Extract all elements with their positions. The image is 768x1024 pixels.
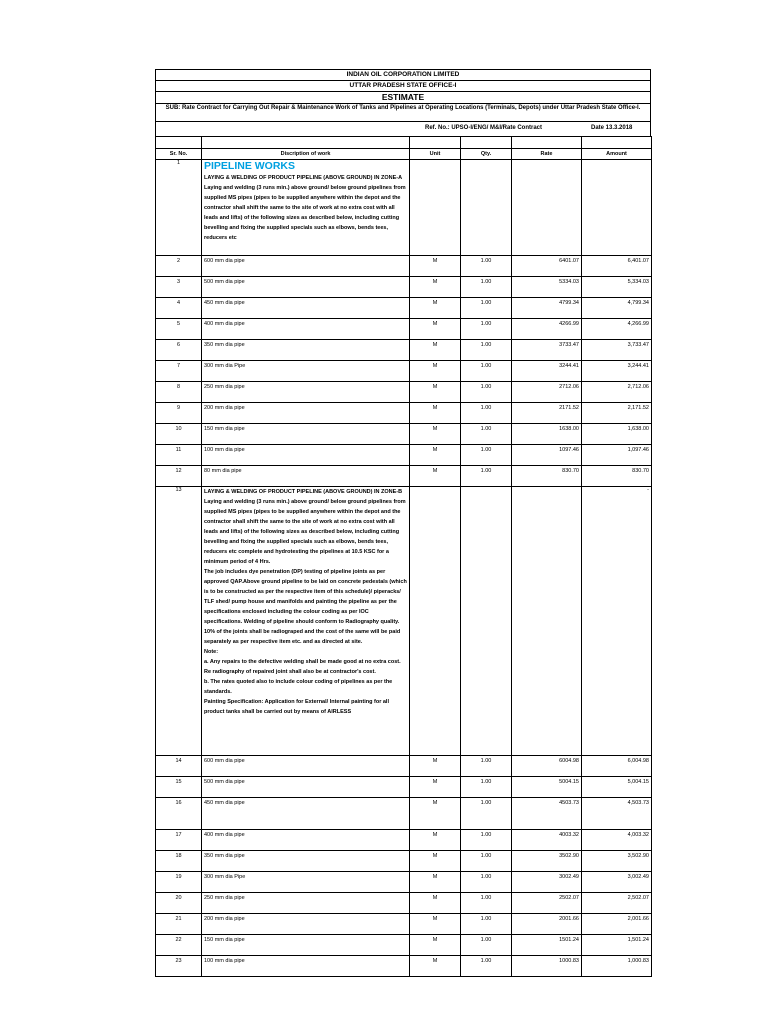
row-rate: 4503.73 [512,798,582,830]
empty-cell [461,487,512,756]
row-description: 450 mm dia pipe [202,298,410,319]
row-rate: 2001.66 [512,914,582,935]
row-unit: M [410,872,461,893]
row-description: 600 mm dia pipe [202,756,410,777]
row-sr: 18 [156,851,202,872]
row-sr: 20 [156,893,202,914]
row-sr: 11 [156,445,202,466]
row-unit: M [410,893,461,914]
row-sr: 3 [156,277,202,298]
row-amount: 3,002.49 [582,872,652,893]
row-qty: 1.00 [461,340,512,361]
row-amount: 2,171.52 [582,403,652,424]
table-row [156,914,652,935]
col-header-sr: Sr. No. [156,149,202,160]
subject-line: SUB: Rate Contract for Carrying Out Repair & Maintenance Work of Tanks and Pipelines at Operating Locations (Terminals, Depots) under Uttar Pradesh State Office-I. [155,103,651,121]
intro-desc-cell [202,160,410,256]
row-description: 200 mm dia pipe [202,403,410,424]
row-qty: 1.00 [461,466,512,487]
row-rate: 2712.06 [512,382,582,403]
table-row [156,872,652,893]
row-sr: 14 [156,756,202,777]
row-sr: 9 [156,403,202,424]
row-sr: 15 [156,777,202,798]
row-unit: M [410,298,461,319]
row-amount: 5,004.15 [582,777,652,798]
row-sr: 12 [156,466,202,487]
row-sr: 16 [156,798,202,830]
col-header-desc: Discription of work [202,149,410,160]
row-unit: M [410,277,461,298]
table-row [156,361,652,382]
row-qty: 1.00 [461,445,512,466]
row-amount: 3,502.90 [582,851,652,872]
row-qty: 1.00 [461,830,512,851]
reference-number: Ref. No.: UPSO-I/ENG/ M&I/Rate Contract [425,125,543,131]
row-sr: 19 [156,872,202,893]
document-title: ESTIMATE [155,91,651,103]
row-rate: 1501.24 [512,935,582,956]
row-qty: 1.00 [461,798,512,830]
row-sr: 17 [156,830,202,851]
row-sr: 23 [156,956,202,977]
intro-amount [582,160,652,256]
row-sr: 21 [156,914,202,935]
table-row [156,445,652,466]
col-header-amount: Amount [582,149,652,160]
row-qty: 1.00 [461,403,512,424]
row-description: 80 mm dia pipe [202,466,410,487]
table-row [156,935,652,956]
row-description: 300 mm dia Pipe [202,872,410,893]
row-description: 150 mm dia pipe [202,935,410,956]
empty-cell [410,487,461,756]
row-qty: 1.00 [461,893,512,914]
row-qty: 1.00 [461,956,512,977]
row-amount: 830.70 [582,466,652,487]
blank-header-row [156,137,652,149]
table-row [156,319,652,340]
row-rate: 3733.47 [512,340,582,361]
row-description: 600 mm dia pipe [202,256,410,277]
row-amount: 1,000.83 [582,956,652,977]
row-unit: M [410,935,461,956]
row-amount: 4,266.99 [582,319,652,340]
table-row [156,851,652,872]
row-unit: M [410,340,461,361]
intro-sr: 13 [156,487,202,756]
row-sr: 2 [156,256,202,277]
empty-cell [512,487,582,756]
office-name: UTTAR PRADESH STATE OFFICE-I [155,80,651,91]
row-sr: 10 [156,424,202,445]
row-rate: 6004.98 [512,756,582,777]
row-description: 400 mm dia pipe [202,830,410,851]
row-amount: 1,638.00 [582,424,652,445]
row-description: 500 mm dia pipe [202,777,410,798]
row-unit: M [410,798,461,830]
row-rate: 4266.99 [512,319,582,340]
column-header-row [156,149,652,160]
row-rate: 5334.03 [512,277,582,298]
row-unit: M [410,382,461,403]
row-qty: 1.00 [461,319,512,340]
row-qty: 1.00 [461,382,512,403]
row-rate: 2502.07 [512,893,582,914]
row-qty: 1.00 [461,777,512,798]
row-description: 300 mm dia Pipe [202,361,410,382]
row-qty: 1.00 [461,756,512,777]
row-amount: 4,003.32 [582,830,652,851]
row-description: 450 mm dia pipe [202,798,410,830]
col-header-rate: Rate [512,149,582,160]
table-row [156,403,652,424]
row-rate: 1000.83 [512,956,582,977]
table-row [156,798,652,830]
table-row [156,466,652,487]
table-row [156,756,652,777]
row-qty: 1.00 [461,935,512,956]
row-rate: 2171.52 [512,403,582,424]
row-amount: 3,244.41 [582,361,652,382]
row-description: 250 mm dia pipe [202,382,410,403]
table-row [156,424,652,445]
row-unit: M [410,403,461,424]
row-rate: 5004.15 [512,777,582,798]
row-description: 100 mm dia pipe [202,956,410,977]
table-row [156,277,652,298]
zone-a-intro-row [156,160,652,256]
row-sr: 5 [156,319,202,340]
row-unit: M [410,914,461,935]
row-rate: 3244.41 [512,361,582,382]
col-header-qty: Qty. [461,149,512,160]
zone-a-description: LAYING & WELDING OF PRODUCT PIPELINE (ABOVE GROUND) IN ZONE-A Laying and welding (3 runs min.) above ground/ below ground pipelines from supplied MS pipes (pipes to be supplied anywhere within the depot and the contractor shall shift the same to the site of work at no extra cost with all leads and lifts) of the following sizes as described below, including cutting bevelling and fixing the supplied specials such as elbows, bends tees, reducers etc [204,175,406,241]
row-description: 350 mm dia pipe [202,340,410,361]
row-unit: M [410,851,461,872]
row-qty: 1.00 [461,851,512,872]
zone-b-intro-row [156,487,652,756]
row-sr: 7 [156,361,202,382]
table-row [156,298,652,319]
row-description: 350 mm dia pipe [202,851,410,872]
row-amount: 6,004.98 [582,756,652,777]
row-rate: 3502.90 [512,851,582,872]
row-amount: 2,712.06 [582,382,652,403]
row-description: 150 mm dia pipe [202,424,410,445]
row-rate: 1638.00 [512,424,582,445]
row-rate: 4799.34 [512,298,582,319]
row-rate: 830.70 [512,466,582,487]
company-name: INDIAN OIL CORPORATION LIMITED [155,69,651,80]
row-amount: 1,097.46 [582,445,652,466]
zone-b-description: LAYING & WELDING OF PRODUCT PIPELINE (ABOVE GROUND) IN ZONE-B Laying and welding (3 runs min.) above ground/ below ground pipelines from supplied MS pipes (pipes to be supplied anywhere within the depot and the contractor shall shift the same to the site of work at no extra cost with all leads and lifts) of the following sizes as described below, including cutting bevelling and fixing the supplied specials such as elbows, bends tees, reducers etc complete and hydrotesting the pipelines at 10.5 KSC for a minimum period of 4 Hrs. The job includes dye penetration (DP) testing of pipeline joints as per approved QAP.Above ground pipeline to be laid on concrete pedestals (which is to be constructed as per the respective item of this schedule)/ piperacks/ TLF shed/ pump house and manifolds and painting the pipeline as per the specifications enclosed including the colour coding as per IOC specifications. Welding of pipeline should conform to Radiography quality. 10% of the joints shall be radiograped and the cost of the same will be paid separately as per respective item etc. and as directed at site. Note: a. Any repairs to the defective welding shall be made good at no extra cost. Re radiography of repaired joint shall also be at contractor's cost. b. The rates quoted also to include colour coding of pipelines as per the standards. Painting Specification: Application for External/ Internal painting for all product tanks shall be carried out by means of AIRLESS [204,489,407,715]
row-unit: M [410,424,461,445]
table-row [156,956,652,977]
table-row [156,382,652,403]
row-amount: 4,799.34 [582,298,652,319]
row-description: 250 mm dia pipe [202,893,410,914]
row-description: 400 mm dia pipe [202,319,410,340]
row-unit: M [410,756,461,777]
row-description: 500 mm dia pipe [202,277,410,298]
row-amount: 4,503.73 [582,798,652,830]
row-qty: 1.00 [461,298,512,319]
table-row [156,830,652,851]
row-qty: 1.00 [461,256,512,277]
estimate-table [155,136,652,977]
reference-row [155,121,651,136]
row-rate: 1097.46 [512,445,582,466]
col-header-unit: Unit [410,149,461,160]
table-row [156,893,652,914]
row-sr: 6 [156,340,202,361]
row-unit: M [410,466,461,487]
document-date: Date 13.3.2018 [591,125,633,131]
row-rate: 3002.49 [512,872,582,893]
row-amount: 2,502.07 [582,893,652,914]
intro-desc-cell [202,487,410,756]
table-row [156,340,652,361]
row-qty: 1.00 [461,424,512,445]
row-qty: 1.00 [461,277,512,298]
row-sr: 8 [156,382,202,403]
row-rate: 4003.32 [512,830,582,851]
row-qty: 1.00 [461,914,512,935]
row-description: 200 mm dia pipe [202,914,410,935]
row-unit: M [410,319,461,340]
row-qty: 1.00 [461,872,512,893]
row-unit: M [410,256,461,277]
row-sr: 4 [156,298,202,319]
row-unit: M [410,361,461,382]
row-unit: M [410,956,461,977]
row-qty: 1.00 [461,361,512,382]
row-amount: 5,334.03 [582,277,652,298]
section-title: PIPELINE WORKS [204,160,296,172]
row-amount: 2,001.66 [582,914,652,935]
row-description: 100 mm dia pipe [202,445,410,466]
intro-amount: - [582,487,652,756]
estimate-sheet [155,69,651,977]
table-row [156,256,652,277]
row-rate: 6401.07 [512,256,582,277]
row-unit: M [410,830,461,851]
intro-sr: 1 [156,160,202,256]
row-unit: M [410,445,461,466]
row-amount: 6,401.07 [582,256,652,277]
row-amount: 3,733.47 [582,340,652,361]
row-amount: 1,501.24 [582,935,652,956]
table-row [156,777,652,798]
row-sr: 22 [156,935,202,956]
row-unit: M [410,777,461,798]
